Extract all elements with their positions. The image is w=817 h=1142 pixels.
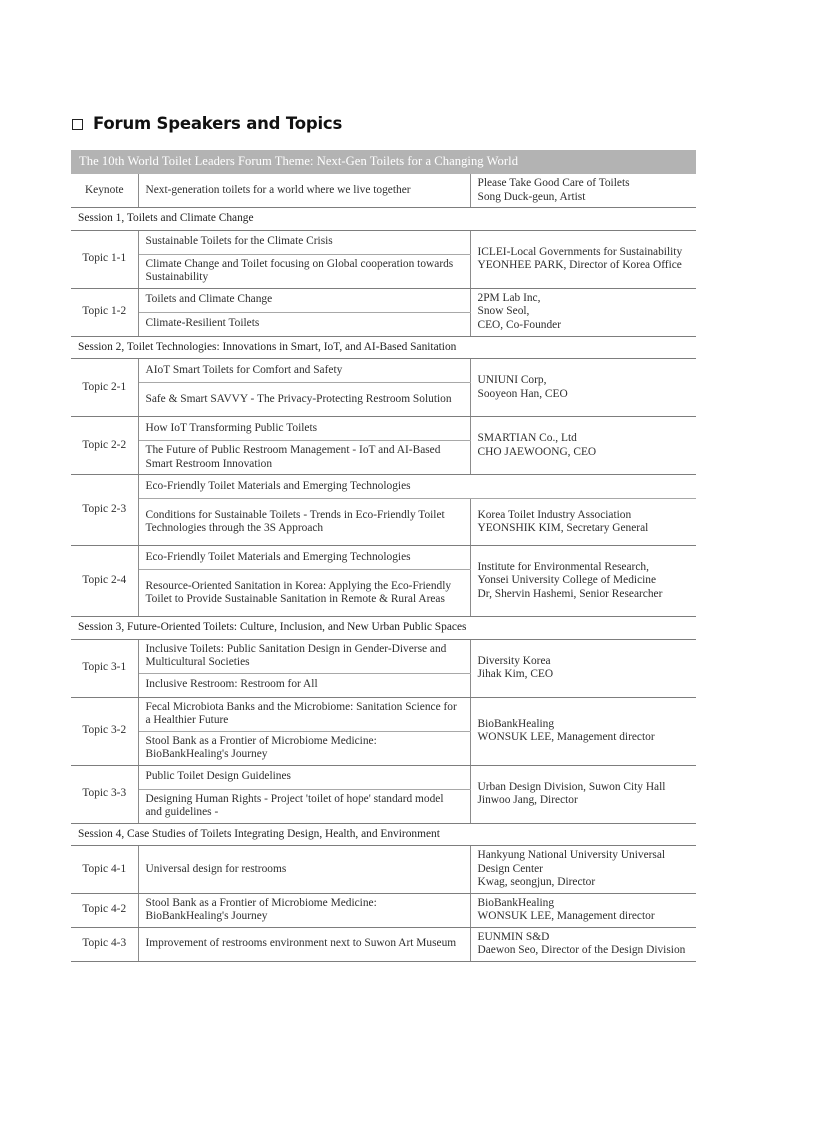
talk-title-text: Inclusive Toilets: Public Sanitation Design in Gender-Diverse and Multicultural Societies: [145, 642, 447, 668]
talk-title: [138, 546, 470, 570]
speaker-line: Song Duck-geun, Artist: [477, 190, 586, 203]
talk-title-text: Designing Human Rights - Project 'toilet of hope' standard model and guidelines -: [145, 792, 444, 818]
speaker-cell: [470, 765, 696, 823]
session-header-row: [71, 336, 696, 359]
speaker-cell: [470, 359, 696, 417]
topic-label: Topic 4-3: [71, 927, 138, 961]
topic-row: [71, 927, 696, 961]
speaker-line: Jihak Kim, CEO: [477, 668, 554, 680]
speaker-line: WONSUK LEE, Management director: [477, 910, 655, 922]
topic-label: Topic 3-3: [71, 765, 138, 823]
talk-title-text: The Future of Public Restroom Management - IoT and AI-Based Smart Restroom Innovation: [145, 444, 441, 470]
talk-title-text: Fecal Microbiota Banks and the Microbiome: Sanitation Science for a Healthier Future: [145, 700, 457, 726]
speaker-line: BioBankHealing: [477, 717, 555, 730]
topic-label: Topic 2-2: [71, 417, 138, 475]
talk-title-text: Safe & Smart SAVVY - The Privacy-Protecting Restroom Solution: [145, 392, 452, 405]
speaker-line: YEONHEE PARK, Director of Korea Office: [477, 259, 682, 271]
talk-title-text: Conditions for Sustainable Toilets - Trends in Eco-Friendly Toilet Technologies through the 3S Approach: [145, 508, 445, 534]
speaker-cell: [470, 288, 696, 336]
session-title: Session 2, Toilet Technologies: Innovations in Smart, IoT, and AI-Based Sanitation: [71, 336, 696, 359]
speaker-cell: [470, 230, 696, 288]
topic-row: [71, 499, 696, 546]
topic-row: [71, 639, 696, 673]
speaker-line: WONSUK LEE, Management director: [477, 731, 655, 743]
speaker-cell: [470, 639, 696, 697]
talk-title: [138, 673, 470, 697]
topic-row: [71, 697, 696, 731]
speaker-line: Korea Toilet Industry Association: [477, 508, 632, 521]
talk-title-text: Toilets and Climate Change: [145, 293, 273, 306]
talk-title: [138, 639, 470, 673]
talk-title: [138, 359, 470, 383]
keynote-speaker: [470, 174, 696, 208]
speaker-line: BioBankHealing: [477, 896, 555, 909]
speaker-line: Snow Seol,: [477, 305, 530, 318]
talk-title-text: Sustainable Toilets for the Climate Crisis: [145, 235, 333, 248]
page-title: Forum Speakers and Topics: [93, 114, 343, 133]
topic-label: Topic 4-1: [71, 846, 138, 894]
speaker-cell: [470, 697, 696, 765]
talk-title: [138, 846, 470, 894]
topic-row: [71, 475, 696, 499]
topic-row: [71, 846, 696, 894]
speaker-line: Hankyung National University Universal Design Center: [477, 849, 666, 875]
speaker-cell: [470, 417, 696, 475]
talk-title: [138, 731, 470, 765]
topic-row: [71, 765, 696, 789]
speaker-line: Kwag, seongjun, Director: [477, 876, 596, 888]
speaker-line: Urban Design Division, Suwon City Hall: [477, 780, 666, 793]
talk-title: [138, 254, 470, 288]
topic-label: Topic 1-2: [71, 288, 138, 336]
topic-label: Topic 2-4: [71, 546, 138, 617]
speaker-line: YEONSHIK KIM, Secretary General: [477, 522, 649, 534]
talk-title-text: AIoT Smart Toilets for Comfort and Safety: [145, 363, 343, 376]
speaker-line: Dr, Shervin Hashemi, Senior Researcher: [477, 587, 663, 600]
topic-label: Topic 3-1: [71, 639, 138, 697]
topic-row: [71, 288, 696, 312]
speaker-line: SMARTIAN Co., Ltd: [477, 432, 577, 444]
forum-theme: The 10th World Toilet Leaders Forum Theme: Next-Gen Toilets for a Changing World: [71, 150, 696, 174]
topic-label: Topic 4-2: [71, 893, 138, 927]
talk-title-text: Improvement of restrooms environment next to Suwon Art Museum: [145, 937, 457, 950]
talk-title: [138, 475, 696, 499]
session-header-row: [71, 617, 696, 640]
talk-title: [138, 893, 470, 927]
speaker-cell: [470, 499, 696, 546]
speaker-line: Diversity Korea: [477, 654, 551, 667]
speaker-line: Institute for Environmental Research,: [477, 560, 649, 573]
talk-title-text: Climate Change and Toilet focusing on Global cooperation towards Sustainability: [145, 257, 454, 283]
talk-title: [138, 499, 470, 546]
topic-label: Topic 2-1: [71, 359, 138, 417]
talk-title: [138, 230, 470, 254]
talk-title: [138, 441, 470, 475]
speaker-line: ICLEI-Local Governments for Sustainability: [477, 245, 683, 258]
talk-title-text: Inclusive Restroom: Restroom for All: [145, 678, 318, 691]
speaker-cell: [470, 893, 696, 927]
session-title: Session 3, Future-Oriented Toilets: Culture, Inclusion, and New Urban Public Spaces: [71, 617, 696, 640]
session-header-row: [71, 208, 696, 231]
keynote-row: [71, 174, 696, 208]
forum-schedule-table: [71, 150, 696, 962]
session-title: Session 4, Case Studies of Toilets Integrating Design, Health, and Environment: [71, 823, 696, 846]
talk-title-text: Climate-Resilient Toilets: [145, 317, 260, 330]
talk-title-text: Universal design for restrooms: [145, 862, 287, 875]
speaker-line: Please Take Good Care of Toilets: [477, 177, 630, 189]
talk-title: [138, 927, 470, 961]
talk-title-text: Stool Bank as a Frontier of Microbiome Medicine: BioBankHealing's Journey: [145, 734, 377, 760]
speaker-line: UNIUNI Corp,: [477, 374, 547, 386]
talk-title: [138, 383, 470, 417]
talk-title: [138, 312, 470, 336]
theme-row: [71, 150, 696, 174]
talk-title-text: Resource-Oriented Sanitation in Korea: Applying the Eco-Friendly Toilet to Provide Sustainable Sanitation in Remote & Rural Areas: [145, 579, 452, 605]
speaker-line: EUNMIN S&D: [477, 930, 550, 943]
talk-title-text: How IoT Transforming Public Toilets: [145, 421, 318, 434]
speaker-cell: [470, 546, 696, 617]
topic-row: [71, 230, 696, 254]
speaker-cell: [470, 927, 696, 961]
talk-title: [138, 288, 470, 312]
session-title: Session 1, Toilets and Climate Change: [71, 208, 696, 231]
talk-title-text: Public Toilet Design Guidelines: [145, 770, 291, 783]
talk-title: [138, 765, 470, 789]
keynote-label: Keynote: [71, 174, 138, 208]
talk-title-text: Eco-Friendly Toilet Materials and Emerging Technologies: [145, 479, 411, 492]
speaker-line: Jinwoo Jang, Director: [477, 794, 578, 806]
talk-title: [138, 417, 470, 441]
topic-label: Topic 2-3: [71, 475, 138, 546]
speaker-line: Sooyeon Han, CEO: [477, 387, 568, 400]
page-heading: [72, 114, 342, 133]
topic-label: Topic 3-2: [71, 697, 138, 765]
talk-title-text: Stool Bank as a Frontier of Microbiome Medicine: BioBankHealing's Journey: [145, 896, 377, 922]
talk-title: [138, 570, 470, 617]
topic-row: [71, 359, 696, 383]
topic-label: Topic 1-1: [71, 230, 138, 288]
talk-title-text: Eco-Friendly Toilet Materials and Emerging Technologies: [145, 550, 411, 563]
speaker-line: CEO, Co-Founder: [477, 318, 562, 331]
speaker-line: CHO JAEWOONG, CEO: [477, 445, 597, 458]
square-bullet-icon: [72, 119, 83, 130]
talk-title: [138, 789, 470, 823]
talk-title: [138, 697, 470, 731]
session-header-row: [71, 823, 696, 846]
keynote-topic: Next-generation toilets for a world where we live together: [138, 174, 470, 208]
speaker-line: Daewon Seo, Director of the Design Division: [477, 944, 686, 956]
topic-row: [71, 417, 696, 441]
speaker-line: Yonsei University College of Medicine: [477, 574, 657, 587]
topic-row: [71, 546, 696, 570]
speaker-cell: [470, 846, 696, 894]
speaker-line: 2PM Lab Inc,: [477, 291, 541, 304]
topic-row: [71, 893, 696, 927]
